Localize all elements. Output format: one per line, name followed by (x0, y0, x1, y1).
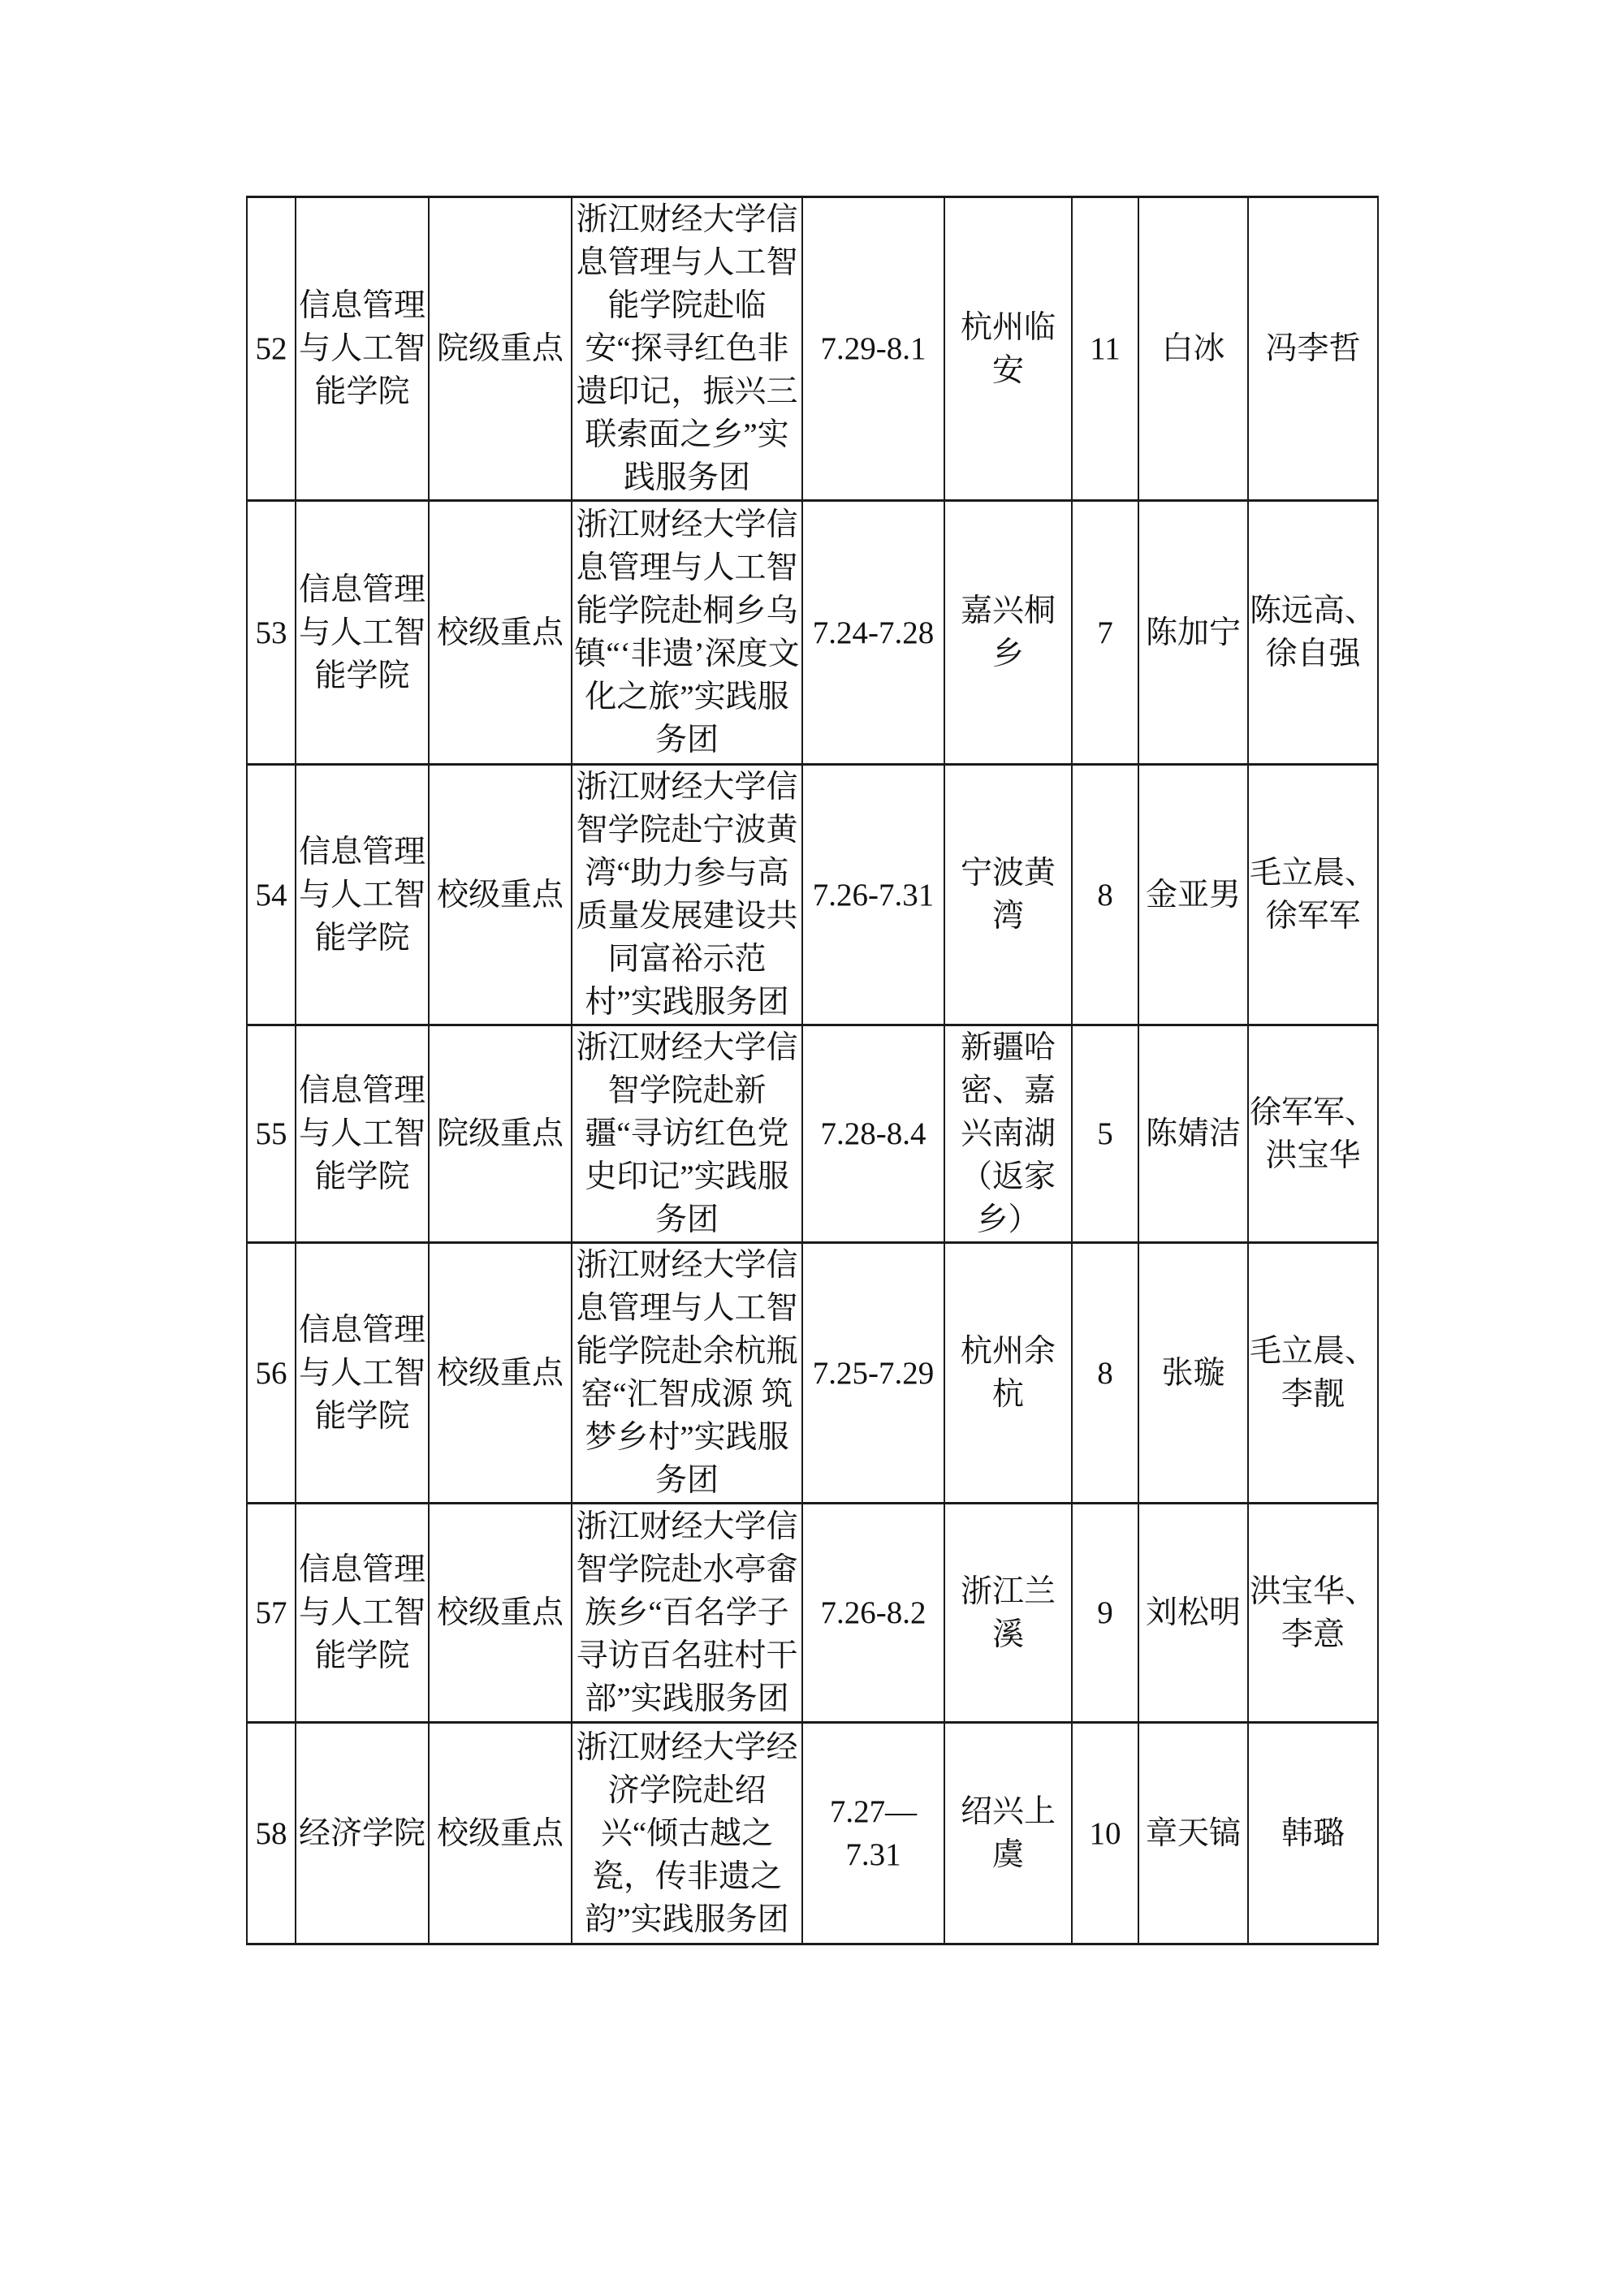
table-cell: 10 (1072, 1723, 1138, 1944)
table-cell: 宁波黄湾 (944, 765, 1072, 1025)
table-cell: 信息管理与人工智能学院 (296, 1025, 429, 1243)
table-row (247, 1504, 1378, 1723)
table-row (247, 1025, 1378, 1243)
table-cell: 7.27—7.31 (802, 1723, 944, 1944)
table-cell: 8 (1072, 765, 1138, 1025)
table-cell: 浙江财经大学信息管理与人工智能学院赴桐乡乌镇“‘非遗’深度文化之旅”实践服务团 (572, 501, 802, 765)
table-cell: 信息管理与人工智能学院 (296, 1504, 429, 1723)
table-cell: 7.24-7.28 (802, 501, 944, 765)
table-row (247, 1723, 1378, 1944)
table-cell: 徐军军、洪宝华 (1248, 1025, 1378, 1243)
table-cell: 55 (247, 1025, 296, 1243)
table-cell: 金亚男 (1138, 765, 1248, 1025)
table-row (247, 1243, 1378, 1504)
table-cell: 浙江兰溪 (944, 1504, 1072, 1723)
table-cell: 信息管理与人工智能学院 (296, 765, 429, 1025)
table-cell: 绍兴上虞 (944, 1723, 1072, 1944)
table-cell: 张璇 (1138, 1243, 1248, 1504)
table-cell: 毛立晨、李靓 (1248, 1243, 1378, 1504)
table-cell: 7.28-8.4 (802, 1025, 944, 1243)
table-body (247, 197, 1378, 1944)
table-cell: 56 (247, 1243, 296, 1504)
table-cell: 经济学院 (296, 1723, 429, 1944)
table-cell: 52 (247, 197, 296, 501)
table-row (247, 765, 1378, 1025)
table-cell: 洪宝华、李意 (1248, 1504, 1378, 1723)
table-cell: 浙江财经大学经济学院赴绍兴“倾古越之瓷，传非遗之韵”实践服务团 (572, 1723, 802, 1944)
table-cell: 11 (1072, 197, 1138, 501)
table-cell: 5 (1072, 1025, 1138, 1243)
table-cell: 章天镐 (1138, 1723, 1248, 1944)
practice-teams-table (246, 196, 1379, 1945)
table-cell: 新疆哈密、嘉兴南湖（返家乡） (944, 1025, 1072, 1243)
table-cell: 53 (247, 501, 296, 765)
table-cell: 浙江财经大学信智学院赴水亭畲族乡“百名学子寻访百名驻村干部”实践服务团 (572, 1504, 802, 1723)
table-cell: 刘松明 (1138, 1504, 1248, 1723)
table-cell: 陈加宁 (1138, 501, 1248, 765)
table-cell: 陈远高、徐自强 (1248, 501, 1378, 765)
table-cell: 校级重点 (429, 501, 572, 765)
table-cell: 浙江财经大学信智学院赴新疆“寻访红色党史印记”实践服务团 (572, 1025, 802, 1243)
table-cell: 7.26-7.31 (802, 765, 944, 1025)
table-cell: 校级重点 (429, 1243, 572, 1504)
table-cell: 冯李哲 (1248, 197, 1378, 501)
table-cell: 毛立晨、徐军军 (1248, 765, 1378, 1025)
table-cell: 浙江财经大学信智学院赴宁波黄湾“助力参与高质量发展建设共同富裕示范村”实践服务团 (572, 765, 802, 1025)
table-cell: 信息管理与人工智能学院 (296, 197, 429, 501)
table-cell: 58 (247, 1723, 296, 1944)
table-cell: 7.25-7.29 (802, 1243, 944, 1504)
table-cell: 白冰 (1138, 197, 1248, 501)
table-cell: 陈婧洁 (1138, 1025, 1248, 1243)
table-cell: 杭州余杭 (944, 1243, 1072, 1504)
table-cell: 校级重点 (429, 765, 572, 1025)
table-cell: 57 (247, 1504, 296, 1723)
table-cell: 信息管理与人工智能学院 (296, 501, 429, 765)
table-row (247, 197, 1378, 501)
table-cell: 9 (1072, 1504, 1138, 1723)
table-cell: 校级重点 (429, 1723, 572, 1944)
table-cell: 校级重点 (429, 1504, 572, 1723)
table-cell: 院级重点 (429, 1025, 572, 1243)
table-row (247, 501, 1378, 765)
table-cell: 7 (1072, 501, 1138, 765)
table-cell: 韩璐 (1248, 1723, 1378, 1944)
table-cell: 信息管理与人工智能学院 (296, 1243, 429, 1504)
table-cell: 浙江财经大学信息管理与人工智能学院赴余杭瓶窑“汇智成源 筑梦乡村”实践服务团 (572, 1243, 802, 1504)
table-cell: 院级重点 (429, 197, 572, 501)
table-cell: 嘉兴桐乡 (944, 501, 1072, 765)
table-cell: 杭州临安 (944, 197, 1072, 501)
table-cell: 7.29-8.1 (802, 197, 944, 501)
table-cell: 54 (247, 765, 296, 1025)
table-cell: 7.26-8.2 (802, 1504, 944, 1723)
table-cell: 浙江财经大学信息管理与人工智能学院赴临安“探寻红色非遗印记，振兴三联索面之乡”实践服务团 (572, 197, 802, 501)
table-cell: 8 (1072, 1243, 1138, 1504)
